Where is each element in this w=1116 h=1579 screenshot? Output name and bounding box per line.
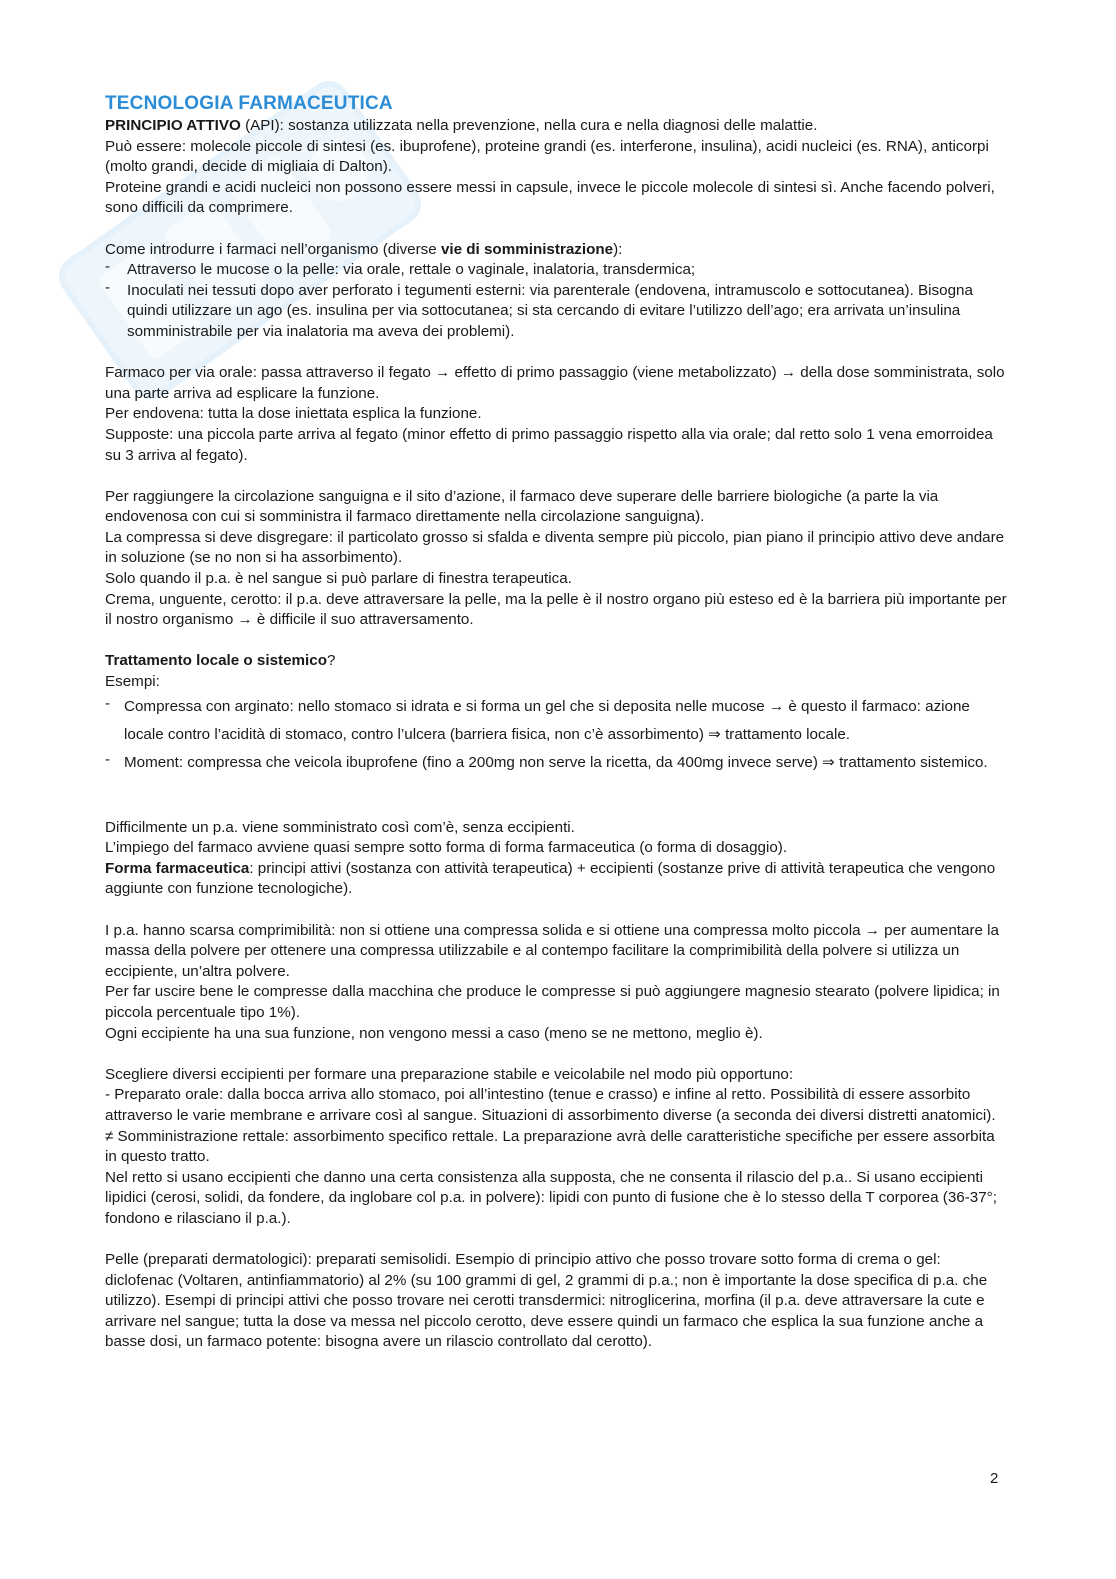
paragraph-text: : principi attivi (sostanza con attività terapeutica) + eccipienti (sostanze prive di attività terapeutica che vengono aggiunte con funzione tecnologiche).: [105, 859, 996, 898]
list-item: - Attraverso le mucose o la pelle: via orale, rettale o vaginale, inalatoria, transdermica;: [105, 260, 1010, 281]
list-esempi: [105, 693, 1010, 777]
document-page: [105, 92, 1010, 1353]
paragraph-principio-attivo: [105, 116, 1010, 137]
paragraph-text: Come introdurre i farmaci nell’organismo (diverse: [105, 240, 441, 258]
list-item: - Inoculati nei tessuti dopo aver perforato i tegumenti esterni: via parenterale (endovena, intramuscolo e sottocutanea). Bisogna quindi utilizzare un ago (es. insulina per via sottocutanea; si sta cercando di evitare l’utilizzo dell’ago; era arrivata un’insulina somministrabile per via inalatoria ma aveva dei problemi).: [105, 281, 1010, 343]
paragraph-finestra: Solo quando il p.a. è nel sangue si può parlare di finestra terapeutica.: [105, 570, 572, 588]
paragraph-comprimibilita: I p.a. hanno scarsa comprimibilità: non si ottiene una compressa solida e si ottiene una compressa molto piccola → per aumentare la massa della polvere per ottenere una compressa utilizzabile e al contempo facilitare la comprimibilità della polvere si utilizza un eccipiente, un’altra polvere.: [105, 921, 999, 980]
bold-term: PRINCIPIO ATTIVO: [105, 117, 241, 134]
paragraph-proteine: Proteine grandi e acidi nucleici non possono essere messi in capsule, invece le piccole molecole di sintesi sì. Anche facendo polveri, sono difficili da comprimere.: [105, 178, 995, 217]
paragraph-esempi: Esempi:: [105, 673, 160, 691]
paragraph-funzione: Ogni eccipiente ha una sua funzione, non vengono messi a caso (meno se ne mettono, meglio è).: [105, 1024, 763, 1042]
section-heading: [105, 651, 1010, 672]
paragraph-barriere: Per raggiungere la circolazione sanguigna e il sito d’azione, il farmaco deve superare delle barriere biologiche (a parte la via endovenosa con cui si somministra il farmaco direttamente nella circolazione sanguigna).: [105, 487, 939, 526]
list-item: - Moment: compressa che veicola ibuprofene (fino a 200mg non serve la ricetta, da 400mg invece serve) ⇒ trattamento sistemico.: [105, 749, 1010, 777]
bold-term: vie di somministrazione: [440, 240, 614, 258]
paragraph-text: (API): sostanza utilizzata nella prevenzione, nella cura e nella diagnosi delle malattie.: [240, 117, 818, 134]
paragraph-pelle: Pelle (preparati dermatologici): preparati semisolidi. Esempio di principio attivo che posso trovare sotto forma di crema o gel: diclofenac (Voltaren, antinfiammatorio) al 2% (su 100 grammi di gel, 2 grammi di p.a.; non è importante la dose specifica di p.a. che utilizzo). Esempi di principi attivi che posso trovare nei cerotti transdermici: nitroglicerina, morfina (il p.a. deve attraversare la cute e arrivare nel sangue; tutta la dose va messa nel piccolo cerotto, deve essere quindi un farmaco che esplica la sua funzione anche a basse dosi, un farmaco potente: bisogna avere un rilascio controllato dal cerotto).: [105, 1251, 988, 1351]
page-number: 2: [990, 1470, 999, 1487]
paragraph-preparato-orale: - Preparato orale: dalla bocca arriva allo stomaco, poi all’intestino (tenue e crasso) e infine al retto. Possibilità di essere assorbito attraverso le varie membrane e arrivare così al sangue. Situazioni di assorbimento diverse (a seconda dei diversi distretti anatomici).: [105, 1086, 996, 1124]
paragraph-magnesio: Per far uscire bene le compresse dalla macchina che produce le compresse si può aggiungere magnesio stearato (polvere lipidica; in piccola percentuale tipo 1%).: [105, 983, 1000, 1021]
paragraph-supposte: Supposte: una piccola parte arriva al fegato (minor effetto di primo passaggio rispetto alla via orale; dal retto solo 1 vena emorroidea su 3 arriva al fegato).: [105, 425, 993, 464]
paragraph-compressa: La compressa si deve disgregare: il particolato grosso si sfalda e diventa sempre più piccolo, pian piano il principio attivo deve andare in soluzione (se no non si ha assorbimento).: [105, 528, 1005, 567]
paragraph-eccipienti: Difficilmente un p.a. viene somministrato così com’è, senza eccipienti.: [105, 818, 575, 836]
paragraph-retto: Nel retto si usano eccipienti che danno una certa consistenza alla supposta, che ne consenta il rilascio del p.a.. Si usano eccipienti lipidici (cerosi, solidi, da fondere, da inglobare col p.a. in polvere): lipidi con punto di fusione che è lo stesso della T corporea (36-37°; fondono e rilasciano il p.a.).: [105, 1168, 997, 1227]
paragraph-orale: Farmaco per via orale: passa attraverso il fegato → effetto di primo passaggio (viene metabolizzato) → della dose somministrata, solo una parte arriva ad esplicare la funzione.: [105, 364, 1005, 402]
paragraph-impiego: L’impiego del farmaco avviene quasi sempre sotto forma di forma farmaceutica (o forma di dosaggio).: [105, 839, 788, 857]
paragraph-text: ?: [326, 652, 336, 670]
paragraph-text: ):: [613, 240, 623, 258]
list-vie: [105, 260, 1010, 342]
paragraph-endovena: Per endovena: tutta la dose iniettata esplica la funzione.: [105, 405, 482, 423]
paragraph-forma: [105, 859, 1010, 900]
paragraph-crema: Crema, unguente, cerotto: il p.a. deve attraversare la pelle, ma la pelle è il nostro organo più esteso ed è la barriera più importante per il nostro organismo → è difficile il suo attraversamento.: [105, 590, 1007, 629]
paragraph-scegliere: Scegliere diversi eccipienti per formare una preparazione stabile e veicolabile nel modo più opportuno:: [105, 1065, 794, 1083]
document-title: TECNOLOGIA FARMACEUTICA: [105, 93, 393, 114]
paragraph-rettale: ≠ Somministrazione rettale: assorbimento specifico rettale. La preparazione avrà delle caratteristiche specifiche per essere assorbita in questo tratto.: [105, 1127, 995, 1166]
bold-term: Trattamento locale o sistemico: [105, 652, 327, 670]
list-item: - Compressa con arginato: nello stomaco si idrata e si forma un gel che si deposita nelle mucose → è questo il farmaco: azione locale contro l’acidità di stomaco, contro l’ulcera (barriera fisica, non c’è assorbimento) ⇒ trattamento locale.: [105, 693, 1010, 749]
paragraph-molecole: Può essere: molecole piccole di sintesi (es. ibuprofene), proteine grandi (es. interferone, insulina), acidi nucleici (es. RNA), anticorpi (molto grandi, decide di migliaia di Dalton).: [105, 137, 989, 176]
bold-term: Forma farmaceutica: [105, 859, 250, 877]
paragraph-vie: [105, 240, 1010, 261]
